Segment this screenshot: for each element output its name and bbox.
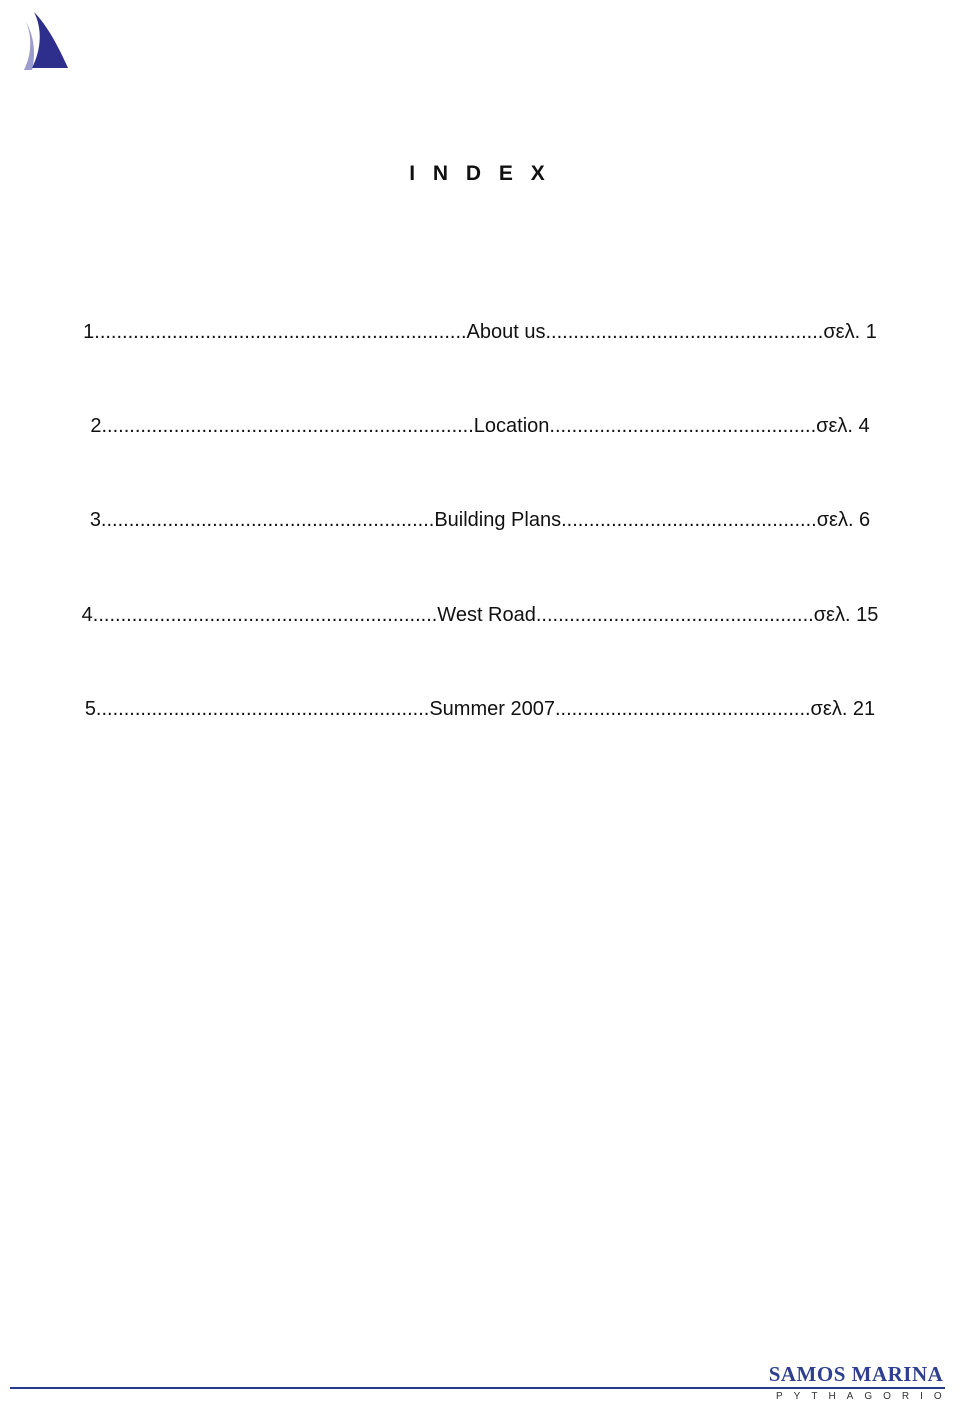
footer-brand-logo [766, 1362, 953, 1404]
toc-entry-west-road: 4..............................................................West Road..................................................σελ. 15 [81, 604, 879, 626]
brand-name: SAMOS MARINA [768, 1362, 944, 1386]
toc-entry-location: 2...................................................................Location................................................σελ. 4 [90, 415, 870, 437]
toc-entry-about-us: 1...................................................................About us..................................................σελ. 1 [83, 321, 877, 343]
sail-logo-icon [20, 8, 72, 72]
page-title: I N D E X [409, 162, 551, 185]
toc-entry-building-plans: 3............................................................Building Plans..............................................σελ. 6 [89, 509, 871, 531]
brand-subtitle: PYTHAGORIO [776, 1391, 953, 1402]
toc-entry-summer-2007: 5............................................................Summer 2007..............................................σελ. 21 [84, 698, 876, 720]
